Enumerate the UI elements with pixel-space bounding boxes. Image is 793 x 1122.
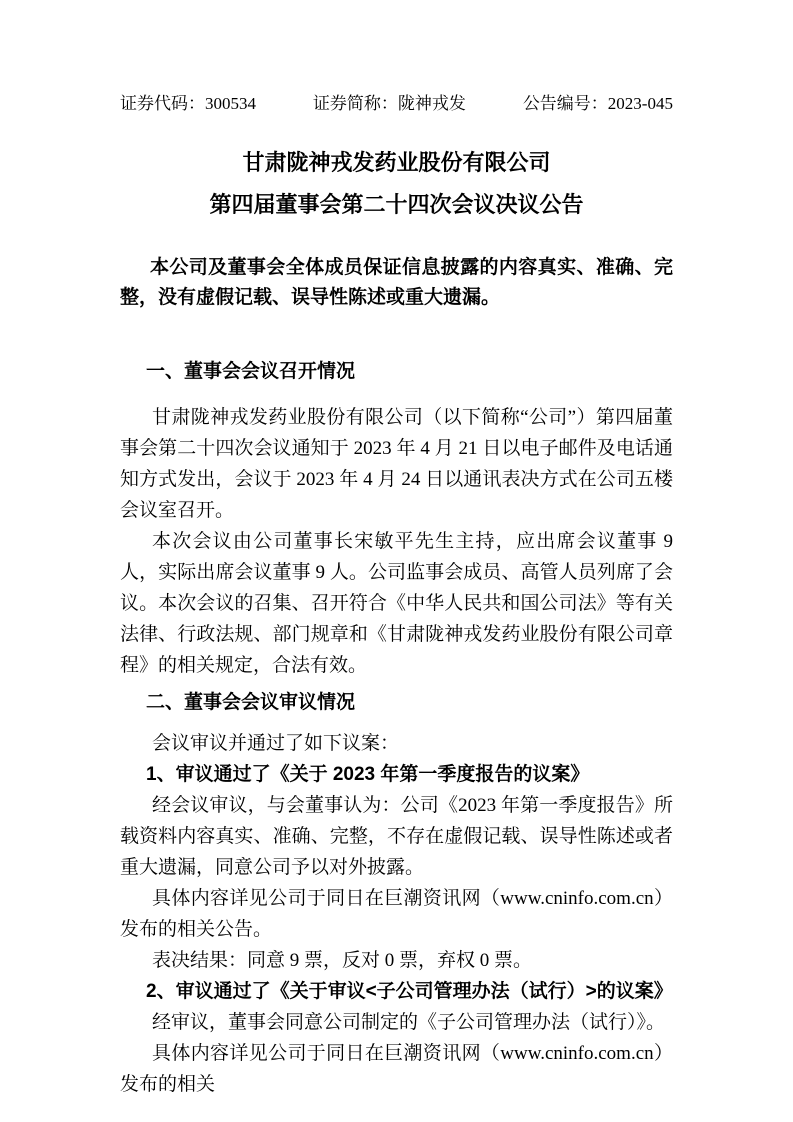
resolution-item1-vote-result: 表决结果：同意 9 票，反对 0 票，弃权 0 票。 [152,950,533,971]
resolution-item1-review: 经会议审议，与会董事认为：公司《2023 年第一季度报告》所载资料内容真实、准确、完整，不存在虚假记载、误导性陈述或者重大遗漏，同意公司予以对外披露。 [120,795,673,878]
section2-heading: 二、董事会会议审议情况 [146,692,356,713]
announcement-title: 第四届董事会第二十四次会议决议公告 [209,192,584,217]
stock-code: 证券代码：300534 [120,94,256,113]
section1-paragraph-2: 本次会议由公司董事长宋敏平先生主持，应出席会议董事 9 人，实际出席会议董事 9 人。公司监事会成员、高管人员列席了会议。本次会议的召集、召开符合《中华人民共和国公司法》等有关法律、行政法规、部门规章和《甘肃陇神戎发药业股份有限公司章程》的相关规定，合法有效。 [120,531,673,676]
announcement-number: 公告编号：2023-045 [522,94,673,113]
disclaimer-statement: 本公司及董事会全体成员保证信息披露的内容真实、准确、完整，没有虚假记载、误导性陈述或重大遗漏。 [120,257,673,308]
resolution-item2-title: 2、审议通过了《关于审议<子公司管理办法（试行）>的议案》 [146,981,673,1002]
company-title: 甘肃陇神戎发药业股份有限公司 [242,150,551,175]
resolution-item1-detail: 具体内容详见公司于同日在巨潮资讯网（www.cninfo.com.cn）发布的相关公告。 [120,888,673,940]
resolution-item2-review: 经审议，董事会同意公司制定的《子公司管理办法（试行）》。 [152,1012,666,1033]
section2-intro: 会议审议并通过了如下议案： [152,733,400,754]
resolution-item1-title: 1、审议通过了《关于 2023 年第一季度报告的议案》 [146,764,590,785]
resolution-item2-detail: 具体内容详见公司于同日在巨潮资讯网（www.cninfo.com.cn）发布的相关 [120,1043,673,1095]
stock-short-name: 证券简称：陇神戎发 [312,94,466,113]
section1-heading: 一、董事会会议召开情况 [146,361,356,382]
section1-paragraph-1: 甘肃陇神戎发药业股份有限公司（以下简称“公司”）第四届董事会第二十四次会议通知于 2023 年 4 月 21 日以电子邮件及电话通知方式发出，会议于 2023 年 4 月 24 日以通讯表决方式在公司五楼会议室召开。 [120,407,673,521]
document-header [120,93,673,115]
